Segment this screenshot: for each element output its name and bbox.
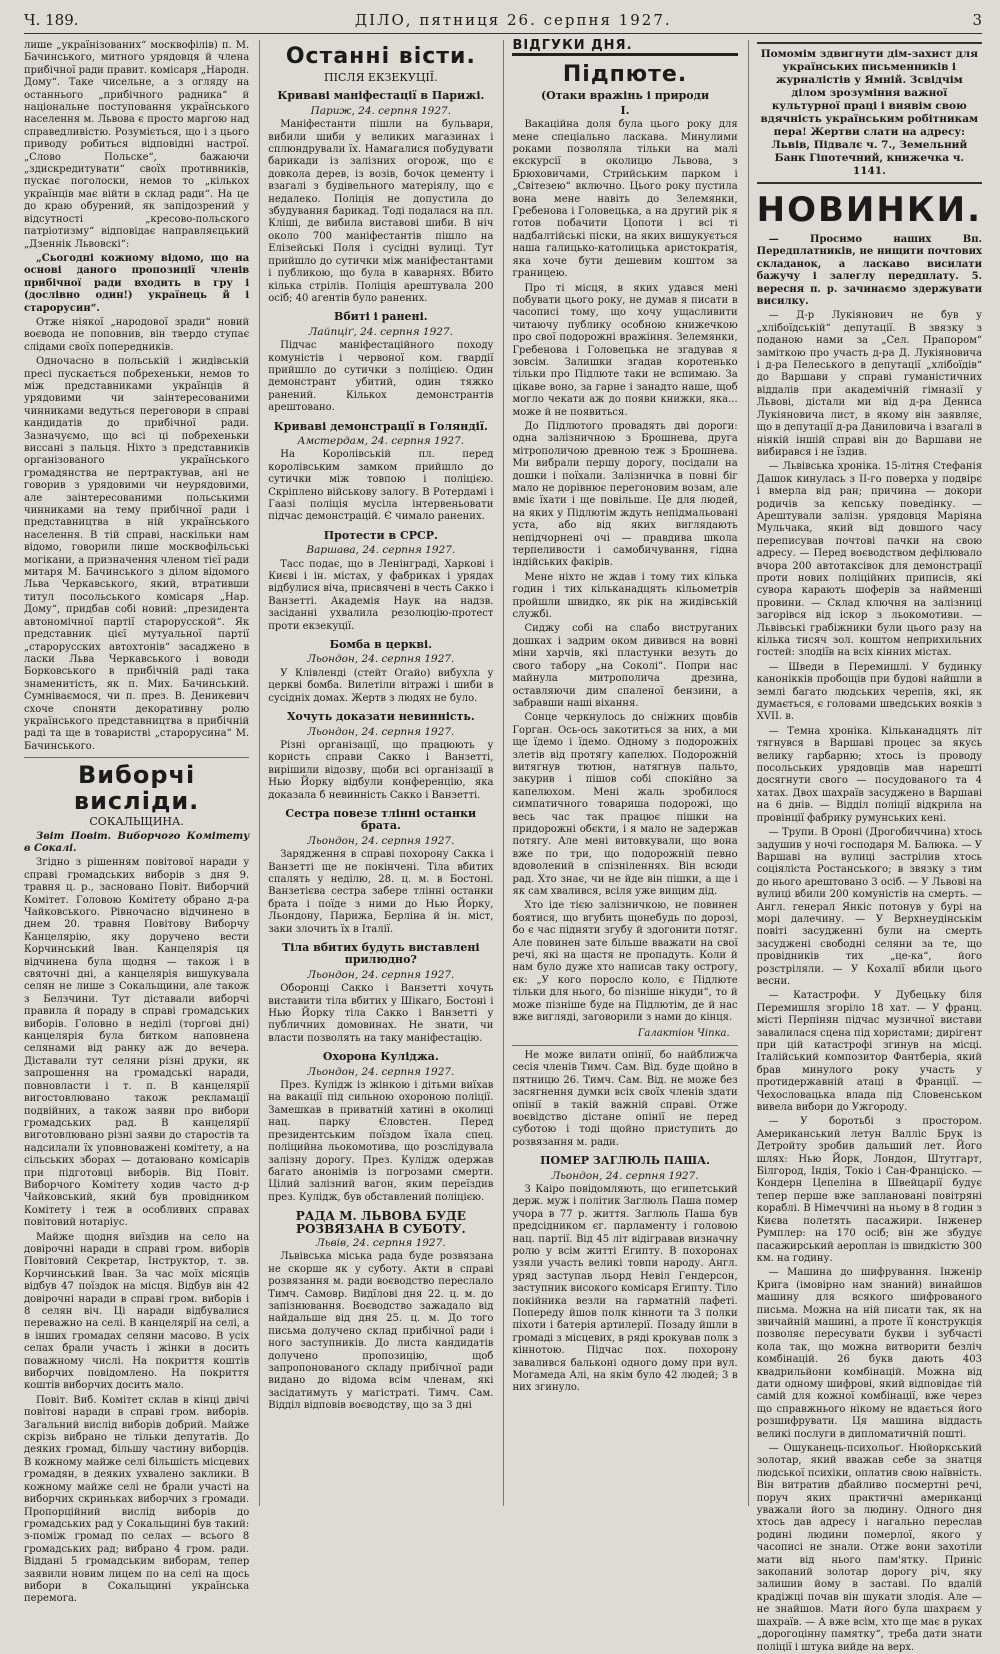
feuilleton-heading: Підпюте.	[562, 62, 688, 88]
paragraph: Одночасно в польській і жидівській пресі пускається побрехеньки, немов то між представниками українців й урядовими чи заінтересованими чинниками ведуться переговори в справі кандидатів до прибічної ради. Зазначуємо, що всі ці побрехеньки виссані з пальця. Ніхто з представників організованого українського громадянства не пертрактував, ані не говорив з урядовими чи неурядовими, але заінтересованими польськими чинниками на тему прибічної ради і представництва в ній українського населення. В тій справі, наскільки нам відомо, говорили лише москвофільські могікани, а призначення членом тієї ради митаря М. Бачинського з ділом відомого Льва Черкавського, який, втративши титул посольського комісаря „Нар. Дому“, придбав собі новий: „президента автономічної партії старорусской“. Як представник цієї мутуальної партії „старорусских автохтонів“ засаджено в ласки Льва Черкавського і воводи Борковського в прибічній раді така знаменитість, як п. Мих. Бачинський. Сумніваємося, чи п. през. В. Деникевич схоче споняти декоративну ролю українського представництва в прибічній раді та ще в товаристві „старорусина“ М. Бачинського.	[24, 356, 250, 752]
dateline: Варшава, 24. серпня 1927.	[306, 544, 456, 557]
news-headline: Протести в СРСР.	[323, 528, 438, 542]
news-item: — Темна хроніка. Кільканадцять літ тягнувся в Варшаві процес за якусь велику гарбарню; хтось із проводу посольських урядовців мав нарешті досягнути свого — посудованого та 4 хатах. Двох шахраїв засуджено в Варшаві на 6 днів. — Відділ поліції відкрила на провінції фабрику румунських кені.	[756, 725, 983, 824]
section-label: ВІДГУКИ ДНЯ.	[512, 40, 737, 56]
news-text: З Каіро повідомляють, що египетський держ. муж і політик Заглюль Паша помер учора в 77 р. життя. Заглюль Паша був предсідником єг. парламенту і головою нац. партії. Від 45 літ відігравав визначну ролю у всім житті Египту. В похоронах узяли участь великі товпи народу. Англ. уряд заступав льорд Невіл Гендерсон, заступник високого комісаря Египту. Тіло покійника везли на гарматній лафеті. Попереду йшов полк кінноти та 3 полки піхоти і батерія артилерії. Позаду йшли в громаді з місцевих, в ряді крокував полк з кіннотою. Підчас пох. похорону завалився бальконі одного дому при вул. Могамеда Алі, на якім було 42 людей; 3 в них згинуло.	[512, 1183, 738, 1394]
paragraph: Повіт. Виб. Комітет склав в кінці двічі повітові наради в справі гром. виборів. Загальний вислід виборів добрий. Майже скрізь вибрано не тільки депутатів. До деяких громад, більшу частину виборців. В кожному майже селі більшість місцевих громадян, в деяких ухвалено заклики. В кожному майже селі не брали участі на виборчих скриньках виборчих з громади. Пропорційний вислід виборів до громадських рад у Сокальщині був такий: з-поміж громад по селах — всього 8 громадських рад; вибрано 4 гром. ради. Віддані 5 громадським виборам, тепер заявили новим лицем по на селі на щось вибори в Сокальщині українська перемога.	[24, 1394, 250, 1605]
paragraph: Хто іде тією залізничкою, не повинен боятися, що вгубить щонебудь по дорозі, бо є час підняти згубу й здогонити потяг. Але повинен зате більше вважати на свої речі, які на щастя не пропадуть. Коли й нам було дуже хто написав таку острогу, єк: „У кого поросло коло, є Підлюте тільки для нього, бо пізніше нікуди“, то й може пізніше буде на Підлютім, де й нас вже вигляді, заговорили з нами до кінця.	[512, 900, 738, 1024]
news-headline: Вбиті і ранені.	[334, 310, 428, 324]
news-headline: Сестра повезе тлінні останки брата.	[285, 806, 477, 833]
dateline: Льондон, 24. серпня 1927.	[307, 968, 455, 981]
paragraph: Вакаційна доля була цього року для мене спеціально ласкава. Минулими роками позволяла тільки на малі екскурсії в околицю Львова, з Брюховичами, Стрийським парком і „Світезею“ включно. Цього року пустила вона мене навіть до Зелемянки, Гребенова і Головецька, а на другий рік я готов побачити Цопоти і всі ті надбалтійські піски, на яких вишукується наша галицько-католицька аристократія, яка хоче бути дешевим коштом за границею.	[512, 119, 738, 280]
dateline: Львів, 24. серпня 1927.	[316, 1236, 446, 1249]
news-item: — Ошуканець-психольоґ. Нюйоркський золотар, який вважав себе за знатця людської психіки, оплатив свою наївність. Він витратив дбайливо посмертні речі, поруч яких практичні американці уважали його за людину. Одного дня хтось дав адресу і нагально переслав родині людини померлої, якого у часописі не знали. Отже вони захотіли мати від нього пам'ятку. Приніс закопаний золотар дорогу річ, яку залишив йому в заставі. По вдалій крадіжці почав він шукати злодія. Але — не знайшов. Мати його була шахраєм у шахраїв. — А вже всім, хто ще має в руках „дорогоцінну памятку“, треба дати знати поліції і штука вийде на верх.	[756, 1443, 983, 1653]
news-headline: Хочуть доказати невинність.	[286, 710, 475, 724]
news-text: През. Кулідж із жінкою і дітьми виїхав на вакації під сильною охороною поліції. Замешкав в приватній хатині в околиці нац. парку Єловстен. Перед президентським поїздом їхала спец. поліцийна льокомотива, що розслідувала залізну дорогу. През. Кулідж одержав багато анонімів із погрозами смерти. Цілий залізний вагон, яким переїздив през. Кулідж, був обставлений поліцією.	[268, 1080, 494, 1203]
column-1	[24, 40, 250, 1605]
dateline: Париж, 24. серпня 1927.	[310, 104, 452, 117]
news-item: — Просимо наших Вп. Передплатників, не нищити почтових складанок, а ласкаво висилати бажучу і залеглу передплату. 5. вересня п. р. зачинаємо здержувати висилку.	[756, 234, 983, 308]
columns	[24, 38, 983, 1653]
news-text: Маніфестанти пішли на бульвари, вибили шиби у великих магазинах і сплюндрували їх. Намагалися побудувати барикади із залізних огорож, що є довкола дерев, із возів, бочок цементу і взагалі з будівельного матеріялу, що є недалеко. Поліція не допустила до збудування барикад. Тоді подалася на пл. Кліші, де вибила виставові шиби. В ніч около 700 маніфестантів пішло на Елізейські Поля і сусідні вулиці. Тут прийшло до сутички між маніфестантами і публикою, що була в каварнях. Вбито кілька стрілів. Поліція арештувала 200 осіб; 40 агентів було ранених.	[268, 119, 494, 304]
article-lead: Звіт Повіт. Виборчого Комітету в Сокалі.	[24, 830, 250, 854]
news-item: — У боротьбі з простором. Американський летун Валліс Брук із Детройту зробив дальший лет. Його шлях: Нью Йорк, Лондон, Штутгарт, Білгород, Індія, Токіо і Сан-Франціско. — Кондерн Цепеліна в Швейцарії будує тепер перше вже заплановані повітряні кораблі. В Німеччині на ньому в 8 годин з Києва полетять пасажири. Інженер Румплер: на 170 осіб; він же збудує пасажирський аероплан із швидкістю 300 км. на годину.	[756, 1116, 983, 1264]
appeal-box: Помомім здвигнути дім-захист для українських письменників і журналістів у Ямній. Зсвідчім ділом зрозуміння важної культурної праці і виявім свою вдячність українським робітникам пера! Жертви слати на адресу: Львів, Підвалє ч. 7., Земельний Банк Гіпотечний, книжечка ч. 1141.	[757, 42, 982, 184]
paragraph: Отже ніякої „народової зради“ новий воєвода не поповнив, він твердо ступає слідами своїх попередників.	[24, 316, 250, 353]
paragraph-quote: „Сьогодні кожному відомо, що на основі даного пропозиції членів прибічної ради входить в гру і (дослівно один!) українець й і старорусин“.	[24, 252, 250, 314]
issue-number: Ч. 189.	[24, 11, 79, 29]
article-subheading: СОКАЛЬЩИНА.	[89, 815, 184, 829]
divider	[24, 757, 249, 758]
news-text: Зарядження в справі похорону Сакка і Ванзетті ще не покінчені. Тіла вбитих спалять у неділю, 28. ц. м. в Бостоні. Ванзетієва сестра забере тлінні останки брата і поїде з ними до Нью Йорку, Льондону, Парижа, Берліна й ін. міст, заки злочить їх в Італії.	[268, 849, 494, 935]
dateline: Льондон, 24. серпня 1927.	[307, 725, 455, 738]
author-signature: Галактіон Чіпка.	[637, 1028, 730, 1040]
paragraph: Не може вилати опінії, бо найближча сесія членів Тимч. Сам. Від. буде щойно в пятницю 26. Тимч. Сам. Від. не може без засягнення думки всіх своїх членів здати опінії в такій важній справі. Отже воєвідство дістане опінії не перед суботою і тоді щойно приступить до розвязання м. ради.	[512, 1049, 738, 1148]
page-number: 3	[972, 11, 982, 29]
article-heading: Виборчі висліди.	[73, 761, 200, 816]
paragraph: Згідно з рішенням повітової наради у справі громадських виборів з дня 9. травня ц. р., засновано Повіт. Виборчий Комітет. Головою Комітету обрано д-ра Чайковського. Рівночасно відчинено в днем 20. травня Повітову Виборчу Канцелярію, яку доручено вести Корчинський Іван. Канцелярія ця відчинена була щодня — також і в святочні дні, а канцелярія вишукувала селян не лише з Сокальщини, але також з Белзчини. Тут діставали виборчі правила й пораду в справі громадських виборів. Головно в неділі (торгові дні) канцелярія була битком наповнена селянами від ранку аж до вечера. Діставали тут селяни різні друки, як запрошення на громадські наради, повновласти і т. п. В канцелярії вигостовлювано також рекламації подвійних, а також заяви про вибори громадських рад. В канцелярії виготовлювано різні заяви до старостів та надсилали їх уповноважені комітету, а на сільських зборах — дотаювано комісарів при підготовці виборів. Від Повіт. Виборчого Комітету ходив часто д-р Чайковський, який був провідником Комітету і теж в особливих справах повітовий нотаріус.	[24, 857, 250, 1229]
column-3	[503, 40, 737, 1506]
divider	[512, 1045, 737, 1046]
news-item: — Шведи в Перемишлі. У будинку канонікків пробощів при будові найшли в землі багато людських черепів, які, як думається, є головами шведських вояків з XVII. в.	[756, 661, 983, 723]
dateline: Льондон, 24. серпня 1927.	[307, 834, 455, 847]
paragraph: Сонце черкнулось до сніжних щовбів Горган. Ось-ось закотиться за них, а ми ще їдемо і їдемо. Одному з подорожніх злетів від протягу капелюх. Подорожній витягнув тютюн, натягнув пальто, закурив і пішов собі спокійно за капелюхом. Мені жаль зробилося симпатичного товариша подорожі, що весь час так працює пішки на придорожні обєкти, і я мало не задержав потягу. Але мені витовкували, що вона вже по три, що подорожній певно вдоволений в спізніленнях. Він всюди рад. Хто знає, чи не йде він пішки, а ще і як сам хвалився, всіля уже вищим дід.	[512, 712, 738, 897]
column-2	[259, 40, 493, 1506]
newspaper-title-date: ДІЛО, пятниця 26. серпня 1927.	[354, 11, 672, 29]
section-heading-news: НОВИНКИ.	[756, 190, 983, 230]
news-text: У Клівленді (стейт Огайо) вибухла у церкві бомба. Вилетіли вітражі і шиби в сусідніх домах. Жертв з людях не було.	[268, 667, 494, 704]
news-text: Оборонці Сакко і Ванзетті хочуть виставити тіла вбитих у Шікаго, Бостоні і Нью Йорку тіла Сакко і Ванзетті у публичних домовинах. Не знати, чи власти позволять на таку маніфестацію.	[268, 983, 494, 1044]
news-item: — Трупи. В Ороні (Дрогобиччина) хтось задушив у ночі господаря М. Балюка. — У Варшаві на вулиці застрілив хтось соціяліста Ростанського; в звязку з тим до нього арештовано 3 осіб. — У Львові на вулиці вбили 200 комуністів на смерть. — Англ. генерал Янкіс потонув у бурі на морі далечину. — У Верхнеудінськім повіті засудженні були на смерть засуджені свободні селяни за те, що провідників тих „це-ка“, його розстріляли. — У Кохалії вбили цього весни.	[756, 827, 983, 987]
feuilleton-part-number: I.	[620, 103, 630, 117]
dateline: Льондон, 24. серпня 1927.	[307, 1065, 455, 1078]
news-text: На Королівській пл. перед королівським замком прийшло до сутички між товпою і поліцією. Скріплено військову залогу. В Ротердамі і Гаазі поліція мусіла інтервеньовати підчас демонстрацій. Є чимало ранених.	[268, 449, 494, 523]
paragraph: Сиджу собі на слабо виструганих дошках і задрим оком дивився на вовні міни харчів, які пластунки везуть до свого табору „на Соколі“. Попри нас майнула митрополича дрезина, оставляючи дим спаленої бензини, а забравши наші віхання.	[512, 623, 738, 709]
news-item: — Львівська хроніка. 15-літня Стефанія Дашок кинулась з II-го поверха у подвірє і вмерла від ран; причина — докори родичів за кепську поведінку. — Арештували залізн. урядовця Маріяна Мульчака, який від довшого часу переписував почтові пачки на свою адресу. — Перед воєводством дефілювало вчора 200 автотаксівок для демонстрації проти нових поліційних приписів, які сувора карають шоферів за найменші провини. — Склад ключня на залізниці загорівся від іскор з льокомотиви. — Львівські грабіжники були цього разу на кілька тисяч зол. коштом неприхильних гостей: злодіїв на всіх кінних містах.	[756, 461, 983, 659]
section-heading-latest-news: Останні вісти.	[285, 44, 476, 69]
column-4	[748, 40, 983, 1653]
paragraph: Про ті місця, в яких удався мені побувати цього року, не думав я писати в часописі тому, що хочу ущасливити читаючу публику особною книжечкою про свої подорожні вражіння. Зелемянки, Гребенова і Головецька не згадував я зовсім. Залишки згадав коротенько тільки про Підлюте таки не вспимаю. За цікаве воно, за гарне і занадто наше, щоб могло чекати аж до появи книжки, яка... може й не появиться.	[512, 282, 738, 418]
masthead	[24, 10, 982, 34]
dateline: Льондон, 24. серпня 1927.	[307, 653, 455, 666]
dateline: Амстердам, 24. серпня 1927.	[297, 434, 465, 447]
news-item: — Катастрофи. У Дубецьку біля Перемишля згоріло 18 хат. — У франц. місті Перпінян підчас музичної вистави завалилася сцена під хористами; дирігент при цій катастрофі згинув на місці. Італійський композитор Фантберіа, який брав минулого року участь у протидержавній атаці в Франції. — Чехословацька влада під Словенськом вивела вибори до Ужгороду.	[756, 990, 983, 1114]
news-item: — Машина до шифрування. Інженір Крига (імовірно нам знаний) винайшов машину для всякого шифрованого письма. Можна на ній писати так, як на звичайній машині, а проте її конструкція позволяє пересувати букви і зубчасті кола так, що можна витворити безліч комбінацій. 26 букв дають 403 квадрильйони комбінацій. Можна від дати одному шифрові, який відповідає тій самій для кожної комбінації, вже через що справжнього нікому не вдається його розшифрувати. Ця машина віддасть великі послуги в дипломатичній пошті.	[756, 1267, 983, 1440]
paragraph: лише „українізованих“ москвофілів) п. М. Бачинського, митного урядовця й члена прибічної ради правит. комісаря „Народн. Дому“. Таке чисельне, а з огляду на останнього „прибічного радника“ й національне поступовання українського населення м. Львова є просто маргою над справедливістю. Розуміється, що і з цього приводу робиться відповідні настрої. „Слово Польске“, бажаючи „здискредитувати“ своїх противників, пускає поголоски, немов то „кількох українців має війти в склад ради“. На це до краю обурений, як запідозрений у відсутності „кресово-польского патріотизму“ відповідає направляєцький „Дзеннік Львовскі“:	[24, 40, 250, 250]
news-headline: Криваві демонстрації в Голяндії.	[273, 419, 488, 433]
news-headline: Бомба в церкві.	[329, 638, 433, 652]
news-text: Різні організації, що працюють у користь справи Сакко і Ванзетті, вирішили відозву, щоби всі організації в Нью Йорку відбули конференцію, яка доказала б невинність Сакко і Ванзетті.	[268, 739, 494, 801]
paragraph: Мене ніхто не ждав і тому тих кілька годин і тих кільканадцять кільометрів пройшли швидко, як рік на жидівській службі.	[512, 571, 738, 621]
section-subheading: ПІСЛЯ ЕКЗЕКУЦІЇ.	[324, 71, 438, 84]
dateline: Лайпціґ, 24. серпня 1927.	[308, 325, 453, 338]
paragraph: До Підлютого провадять дві дороги: одна залізничною з Брошнева, друга мітрополичою древною теж з Брошнева. Ми вибрали першу дорогу, посідали на дошки і поїхали. Залізничка в повні біг мало не дорівнює перегоновим возам, але вміє їхати і ще повільше. Це для людей, на яких у Підлютім ждуть непідмальовані уста, або від яких виглядають непідчорнені очі — правдива школа терпеливости і самобичування, гідна індійських факірів.	[512, 420, 738, 569]
news-headline: ПОМЕР ЗАГЛЮЛЬ ПАША.	[540, 1154, 710, 1168]
news-headline: Тіла вбитих будуть виставлені прилюдно?	[282, 941, 480, 967]
news-headline: Криваві маніфестації в Парижі.	[277, 89, 485, 103]
news-text: Львівська міська рада буде розвязана не скорше як у суботу. Акти в справі розвязання м. ради воєводство переслало Тимч. Самовр. Видїлові дня 22. ц. м. до запізнювання. Воєводство зажадало від найдальше від дня 25. ц. м. До того письма долучено склад прибічної ради і ного заступників. До листа кандидатів долучено пропозицію, щоб запропонованого складу прибічної ради видано до відома всім членам, які засідатимуть у магістраті. Тимч. Сам. Відділ відповів воєводству, що за 3 дні	[268, 1251, 494, 1412]
news-item: — Д-р Лукіянович не був у „хлібоїдській“ депутації. В звязку з поданою нами за „Сел. Прапором“ заміткою про участь д-ра Д. Лукіяновича і д-ра Пелеського в депутації „хлібоїдів“ до Варшави у справі гуманістичних віддалів при академічній гімназії у Львові, дістали ми від д-ра Дениса Лукіяновича лист, в якому він заявляє, що в депутації д-ра Даниловича і взагалі в ніякій іншій справі він до Варшави не вибирався і не їздив.	[756, 310, 983, 458]
dateline: Льондон, 24. серпня 1927.	[551, 1169, 699, 1182]
paragraph: Майже щодня виїздив на село на довірочні наради в справі гром. виборів Повітовий Секретар, Інструктор, т. зв. Корчинський Іван. За час моїх місяців відбув 47 поїздок на місця. Відбув він 42 довірочні наради в справі гром. виборів і 8 селян віч. Ці наради відбувалися переважно на селі. В канцелярії на селі, а в інших громадах селяни масово. В усіх селах брали участь і жінки в досить поважному числі. На покриття коштів виборчих повідомлено. На покриття коштів виборчих досить мало.	[24, 1231, 250, 1392]
news-text: Підчас маніфестаційного походу комуністів і червоної ком. гвардії прийшло до сутички з поліцією. Один демонстрант убитий, один тяжко ранений. Кількох демонстрантів арештовано.	[268, 340, 494, 414]
news-headline: РАДА М. ЛЬВОВА БУДЕ РОЗВЯЗАНА В СУБОТУ.	[295, 1209, 466, 1236]
news-text: Тасс подає, що в Ленінграді, Харкові і Києві і ін. містах, у фабриках і урядах відбулися віча, присвячені в честь Сакко і Ванзетті. Академія Наук на надзв. засіданні ухвалила резолюцію-протест проти екзекуції.	[268, 558, 494, 632]
news-headline: Охорона Куліджа.	[322, 1050, 439, 1064]
feuilleton-subheading: (Отаки вражінь і природи	[540, 89, 710, 103]
